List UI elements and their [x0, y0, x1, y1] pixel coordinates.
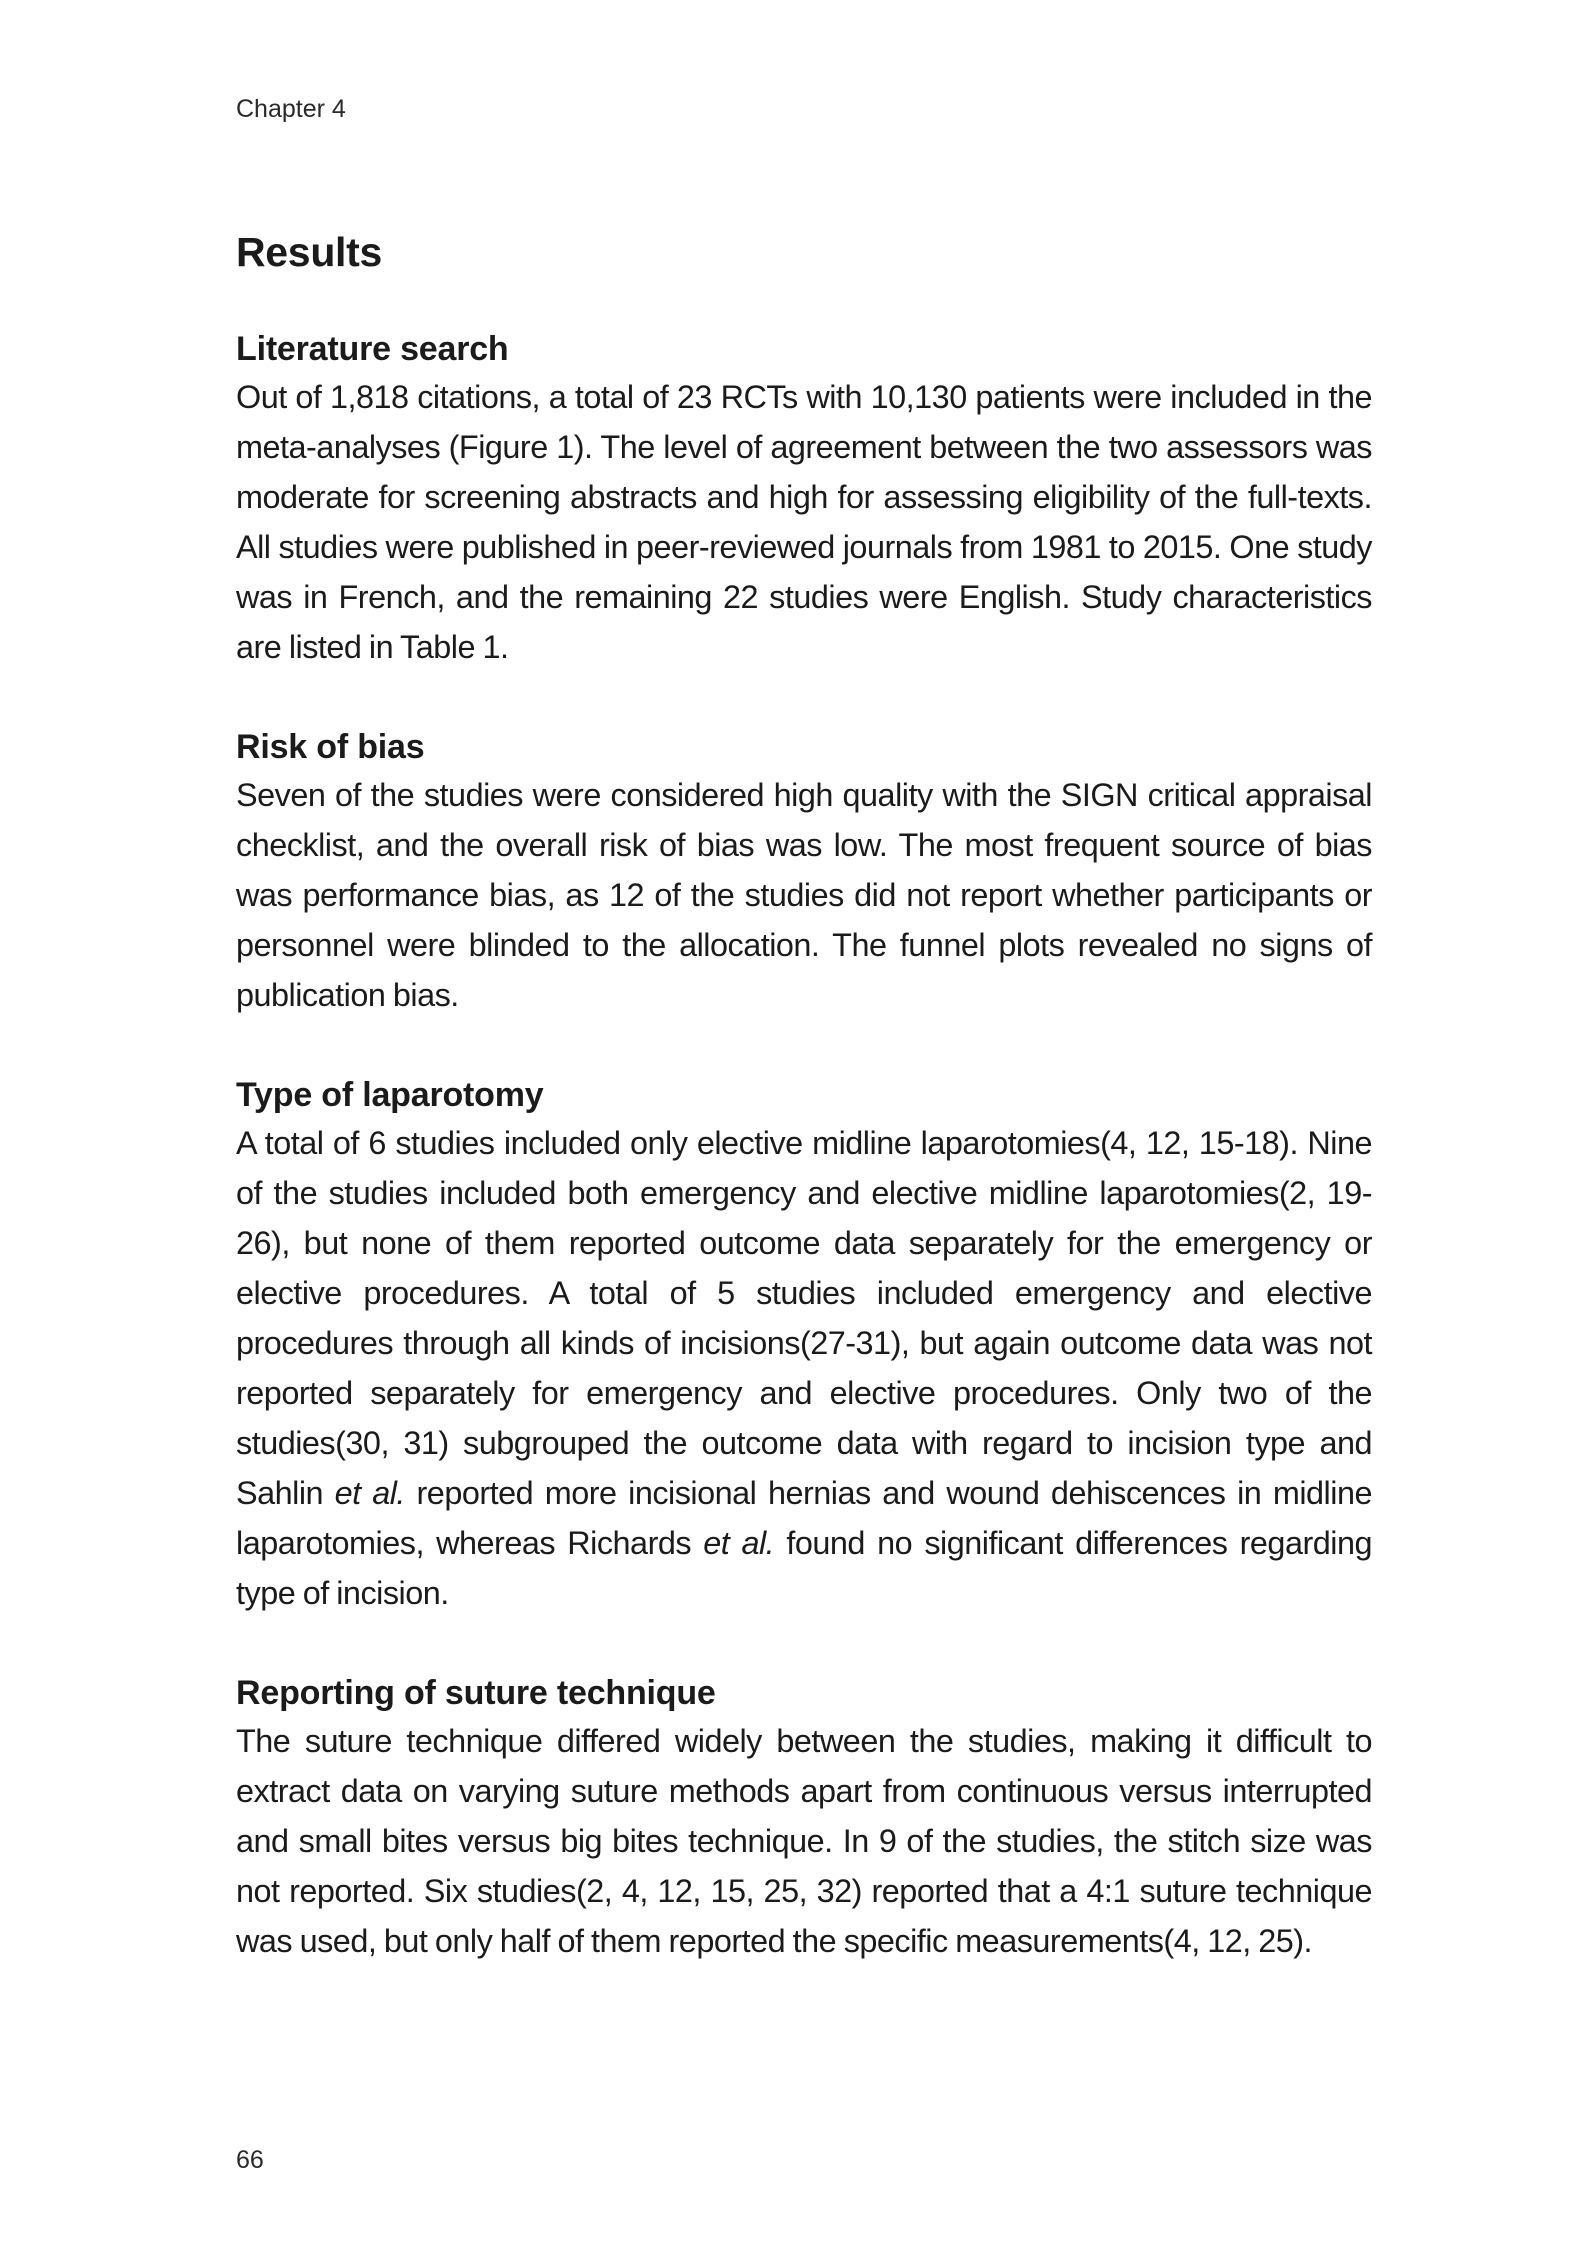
running-head: Chapter 4	[236, 95, 346, 123]
italic-et-al: et al.	[703, 1525, 775, 1561]
subsection-literature-search	[236, 326, 1372, 672]
subsection-risk-of-bias	[236, 724, 1372, 1020]
subsection-heading: Risk of bias	[236, 728, 425, 766]
subsection-type-of-laparotomy	[236, 1072, 1372, 1618]
subsection-reporting-of-suture-technique	[236, 1670, 1372, 1966]
paragraph-text: A total of 6 studies included only elective midline laparotomies(4, 12, 15-18). Nine of the studies included both emergency and elective midline laparotomies(2, 19-26), but none of them reported outcome data separately for the emergency or elective procedures. A total of 5 studies included emergency and elective procedures through all kinds of incisions(27-31), but again outcome data was not reported separately for emergency and elective procedures. Only two of the studies(30, 31) subgrouped the outcome data with regard to incision type and Sahlin	[236, 1125, 1372, 1511]
subsection-paragraph: Out of 1,818 citations, a total of 23 RCTs with 10,130 patients were included in the meta-analyses (Figure 1). The level of agreement between the two assessors was moderate for screening abstracts and high for assessing eligibility of the full-texts. All studies were published in peer-reviewed journals from 1981 to 2015. One study was in French, and the remaining 22 studies were English. Study characteristics are listed in Table 1.	[236, 379, 1372, 665]
subsection-heading: Type of laparotomy	[236, 1076, 544, 1114]
page-number: 66	[236, 2146, 264, 2174]
paragraph-text: reported more incisional hernias and wound dehiscences in midline laparotomies, whereas Richards	[236, 1475, 1372, 1561]
section-title: Results	[236, 229, 383, 275]
subsection-paragraph: Seven of the studies were considered high quality with the SIGN critical appraisal checklist, and the overall risk of bias was low. The most frequent source of bias was performance bias, as 12 of the studies did not report whether participants or personnel were blinded to the allocation. The funnel plots revealed no signs of publication bias.	[236, 777, 1372, 1013]
subsection-heading: Literature search	[236, 330, 509, 368]
page-content	[236, 226, 1372, 1966]
subsection-paragraph: The suture technique differed widely between the studies, making it difficult to extract data on varying suture methods apart from continuous versus interrupted and small bites versus big bites technique. In 9 of the studies, the stitch size was not reported. Six studies(2, 4, 12, 15, 25, 32) reported that a 4:1 suture technique was used, but only half of them reported the specific measurements(4, 12, 25).	[236, 1723, 1372, 1959]
subsection-heading: Reporting of suture technique	[236, 1674, 716, 1712]
subsection-paragraph	[236, 1118, 1372, 1618]
paragraph-text: found no significant differences regarding type of incision.	[236, 1525, 1372, 1611]
italic-et-al: et al.	[334, 1475, 405, 1511]
